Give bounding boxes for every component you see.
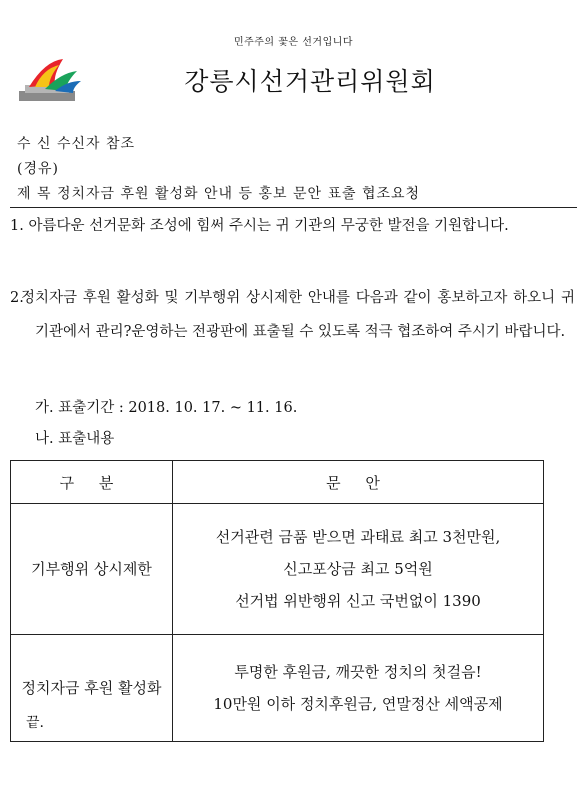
row-text-line: 신고포상금 최고 5억원: [283, 560, 433, 578]
paragraph-2-text: 정치자금 후원 활성화 및 기부행위 상시제한 안내를 다음과 같이 홍보하고자 하오니 귀 기관에서 관리?운영하는 전광판에 표출될 수 있도록 적극 협조하여 주시기 바랍니다.: [21, 290, 575, 340]
row-text-line: 투명한 후원금, 깨끗한 정치의 첫걸음!: [234, 663, 482, 681]
header-category: 구 분: [11, 461, 173, 504]
recipient-line: 수 신 수신자 참조: [17, 136, 136, 152]
row-text-line: 선거관련 금품 받으면 과태료 최고 3천만원,: [215, 528, 501, 546]
row-text: [173, 504, 544, 635]
subject-line: 제 목 정치자금 후원 활성화 안내 등 홍보 문안 표출 협조요청: [17, 186, 421, 202]
paragraph-1: 1. 아름다운 선거문화 조성에 힘써 주시는 귀 기관의 무궁한 발전을 기원합니다.: [10, 218, 509, 234]
ballot-box-logo-icon: [15, 55, 85, 105]
display-content-heading: 나. 표출내용: [35, 431, 115, 447]
row-text: [173, 635, 544, 742]
table-row: [11, 504, 544, 635]
header-text: 문 안: [173, 461, 544, 504]
display-period: 가. 표출기간 : 2018. 10. 17. ~ 11. 16.: [35, 400, 298, 416]
organization-title: 강릉시선거관리위원회: [184, 67, 436, 96]
table-row: [11, 635, 544, 742]
end-mark: 끝.: [26, 715, 44, 731]
paragraph-2-number: 2.: [10, 290, 24, 306]
content-table: [10, 460, 544, 742]
subject-divider: [10, 207, 577, 208]
slogan: 민주주의 꽃은 선거입니다: [233, 37, 354, 48]
paragraph-2: [10, 281, 575, 349]
row-category: 기부행위 상시제한: [11, 504, 173, 635]
row-category: 정치자금 후원 활성화: [11, 635, 173, 742]
row-text-line: 선거법 위반행위 신고 국번없이 1390: [235, 592, 481, 610]
via-line: (경유): [17, 161, 59, 177]
row-text-line: 10만원 이하 정치후원금, 연말정산 세액공제: [213, 695, 503, 713]
table-header-row: [11, 461, 544, 504]
